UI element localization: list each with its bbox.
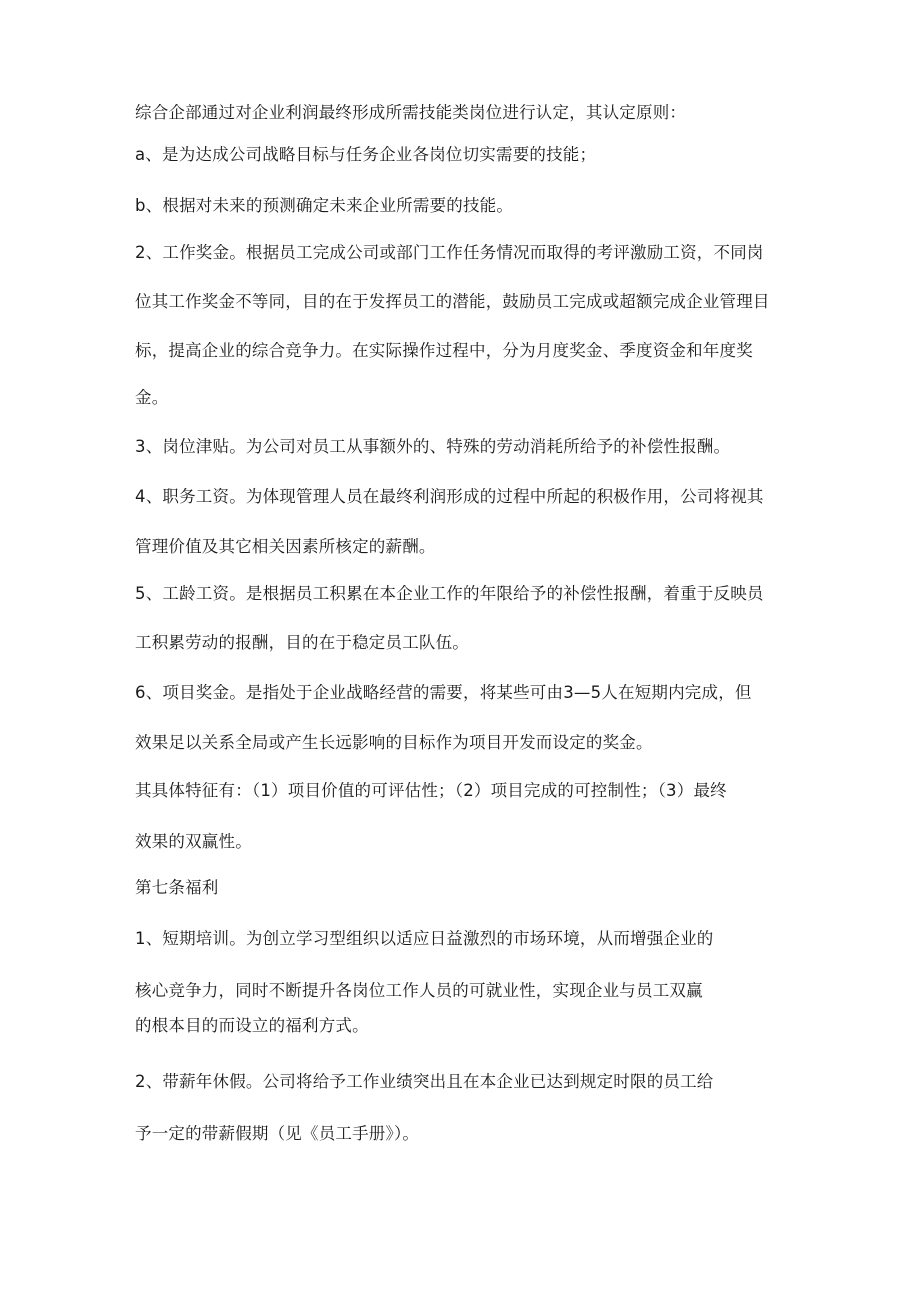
text-line: 位其工作奖金不等同，目的在于发挥员工的潜能，鼓励员工完成或超额完成企业管理目 bbox=[135, 292, 770, 311]
text-line: 2、工作奖金。根据员工完成公司或部门工作任务情况而取得的考评激励工资，不同岗 bbox=[135, 243, 764, 262]
text-line: 效果足以关系全局或产生长远影响的目标作为项目开发而设定的奖金。 bbox=[135, 733, 653, 752]
text-line: 6、项目奖金。是指处于企业战略经营的需要，将某些可由3—5人在短期内完成，但 bbox=[135, 683, 752, 702]
text-line: 核心竞争力，同时不断提升各岗位工作人员的可就业性，实现企业与员工双赢 bbox=[135, 981, 703, 1000]
text-line: 管理价值及其它相关因素所核定的薪酬。 bbox=[135, 537, 436, 556]
text-line: b、根据对未来的预测确定未来企业所需要的技能。 bbox=[135, 196, 514, 215]
text-line: 5、工龄工资。是根据员工积累在本企业工作的年限给予的补偿性报酬，着重于反映员 bbox=[135, 584, 764, 603]
text-line: a、是为达成公司战略目标与任务企业各岗位切实需要的技能； bbox=[135, 145, 597, 164]
text-line: 予一定的带薪假期（见《员工手册》）。 bbox=[135, 1124, 420, 1143]
text-line: 综合企部通过对企业利润最终形成所需技能类岗位进行认定，其认定原则： bbox=[135, 103, 687, 122]
text-line: 3、岗位津贴。为公司对员工从事额外的、特殊的劳动消耗所给予的补偿性报酬。 bbox=[135, 437, 731, 456]
text-line: 效果的双赢性。 bbox=[135, 832, 252, 851]
text-line: 其具体特征有：（1）项目价值的可评估性；（2）项目完成的可控制性；（3）最终 bbox=[135, 781, 727, 800]
text-line: 2、带薪年休假。公司将给予工作业绩突出且在本企业已达到规定时限的员工给 bbox=[135, 1072, 714, 1091]
section-heading: 第七条福利 bbox=[135, 878, 219, 897]
text-line: 4、职务工资。为体现管理人员在最终利润形成的过程中所起的积极作用，公司将视其 bbox=[135, 487, 764, 506]
text-line: 1、短期培训。为创立学习型组织以适应日益激烈的市场环境，从而增强企业的 bbox=[135, 929, 714, 948]
text-line: 工积累劳动的报酬，目的在于稳定员工队伍。 bbox=[135, 633, 469, 652]
text-line: 的根本目的而设立的福利方式。 bbox=[135, 1016, 369, 1035]
text-line: 金。 bbox=[135, 388, 169, 407]
text-line: 标，提高企业的综合竞争力。在实际操作过程中，分为月度奖金、季度资金和年度奖 bbox=[135, 341, 753, 360]
